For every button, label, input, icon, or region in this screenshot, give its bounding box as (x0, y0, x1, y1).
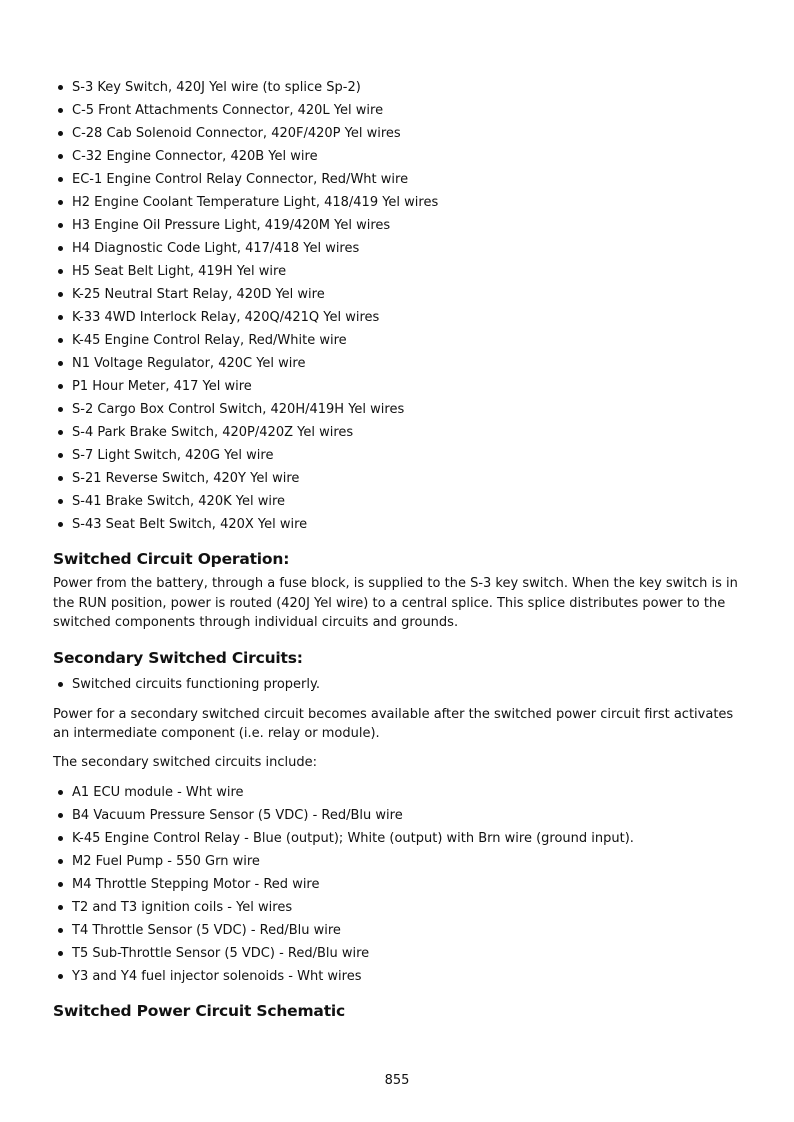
section-heading-switched: Switched Circuit Operation: (53, 550, 290, 568)
list-item: K-45 Engine Control Relay, Red/White wire (53, 329, 743, 352)
list-item: H4 Diagnostic Code Light, 417/418 Yel wires (53, 237, 743, 260)
paragraph-switched: Power from the battery, through a fuse block, is supplied to the S-3 key switch. When the key switch is in the RUN position, power is routed (420J Yel wire) to a central splice. This splice distributes power to the switched components through individual circuits and grounds. (53, 576, 738, 630)
components-list (53, 76, 743, 536)
list-item: H2 Engine Coolant Temperature Light, 418/419 Yel wires (53, 191, 743, 214)
list-item: K-33 4WD Interlock Relay, 420Q/421Q Yel wires (53, 306, 743, 329)
list-item: S-7 Light Switch, 420G Yel wire (53, 444, 743, 467)
list-item: H3 Engine Oil Pressure Light, 419/420M Yel wires (53, 214, 743, 237)
list-item: B4 Vacuum Pressure Sensor (5 VDC) - Red/Blu wire (53, 804, 743, 827)
page-content (53, 76, 743, 1022)
list-item: K-25 Neutral Start Relay, 420D Yel wire (53, 283, 743, 306)
list-item: A1 ECU module - Wht wire (53, 781, 743, 804)
list-item: S-4 Park Brake Switch, 420P/420Z Yel wires (53, 421, 743, 444)
list-item: P1 Hour Meter, 417 Yel wire (53, 375, 743, 398)
list-item: EC-1 Engine Control Relay Connector, Red/Wht wire (53, 168, 743, 191)
list-item: M4 Throttle Stepping Motor - Red wire (53, 873, 743, 896)
list-item: C-28 Cab Solenoid Connector, 420F/420P Yel wires (53, 122, 743, 145)
paragraph-secondary-include: The secondary switched circuits include: (53, 754, 317, 770)
list-item: S-2 Cargo Box Control Switch, 420H/419H Yel wires (53, 398, 743, 421)
list-item: T2 and T3 ignition coils - Yel wires (53, 896, 743, 919)
page-number: 855 (384, 1073, 410, 1088)
list-item: S-21 Reverse Switch, 420Y Yel wire (53, 467, 743, 490)
section-heading-secondary: Secondary Switched Circuits: (53, 648, 303, 667)
list-item: Y3 and Y4 fuel injector solenoids - Wht wires (53, 965, 743, 988)
list-item: S-43 Seat Belt Switch, 420X Yel wire (53, 513, 743, 536)
list-item: H5 Seat Belt Light, 419H Yel wire (53, 260, 743, 283)
secondary-circuits-list (53, 781, 743, 988)
list-item: T4 Throttle Sensor (5 VDC) - Red/Blu wire (53, 919, 743, 942)
list-item: N1 Voltage Regulator, 420C Yel wire (53, 352, 743, 375)
list-item: C-5 Front Attachments Connector, 420L Yel wire (53, 99, 743, 122)
list-item: K-45 Engine Control Relay - Blue (output); White (output) with Brn wire (ground input). (53, 827, 743, 850)
list-item: T5 Sub-Throttle Sensor (5 VDC) - Red/Blu wire (53, 942, 743, 965)
list-item: C-32 Engine Connector, 420B Yel wire (53, 145, 743, 168)
list-item: S-41 Brake Switch, 420K Yel wire (53, 490, 743, 513)
list-item: S-3 Key Switch, 420J Yel wire (to splice Sp-2) (53, 76, 743, 99)
list-item: M2 Fuel Pump - 550 Grn wire (53, 850, 743, 873)
section-heading-schematic: Switched Power Circuit Schematic (53, 1002, 346, 1020)
list-item: Switched circuits functioning properly. (53, 673, 743, 696)
paragraph-secondary-intro: Power for a secondary switched circuit becomes available after the switched power circuit first activates an intermediate component (i.e. relay or module). (53, 706, 734, 741)
secondary-status-list (53, 673, 743, 696)
